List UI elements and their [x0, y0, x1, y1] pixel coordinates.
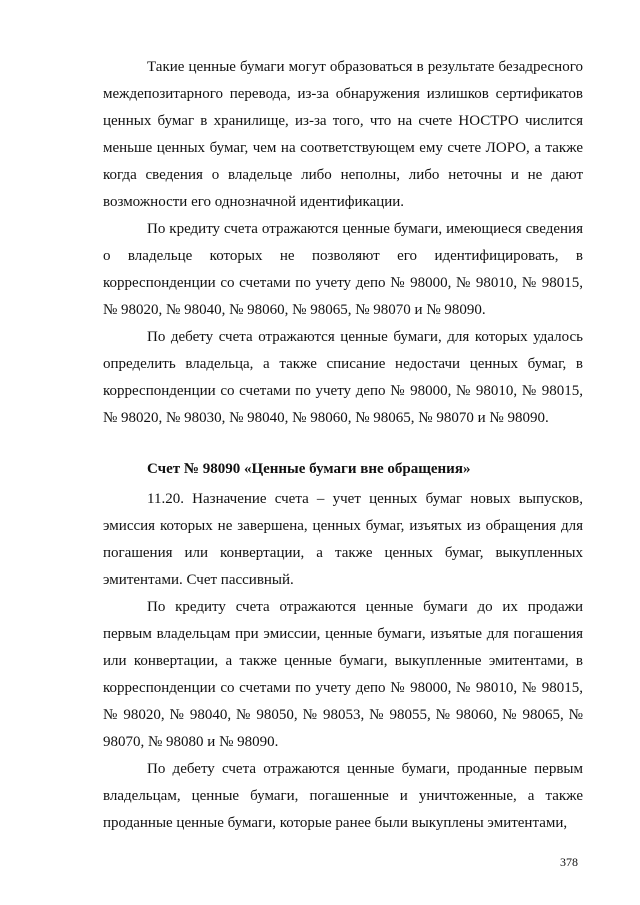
- paragraph: По дебету счета отражаются ценные бумаги, проданные первым владельцам, ценные бумаги, погашенные и уничтоженные, а также проданные ценные бумаги, которые ранее были выкуплены эмитентами,: [103, 761, 583, 831]
- paragraph: По кредиту счета отражаются ценные бумаги, имеющиеся сведения о владельце которых не позволяют его идентифицировать, в корреспонденции со счетами по учету депо № 98000, № 98010, № 98015, № 98020, № 98040, № 98060, № 98065, № 98070 и № 98090.: [103, 221, 583, 318]
- text-block-upper: [103, 54, 583, 432]
- paragraph: По дебету счета отражаются ценные бумаги, для которых удалось определить владельца, а также списание недостачи ценных бумаг, в корреспонденции со счетами по учету депо № 98000, № 98010, № 98015, № 98020, № 98030, № 98040, № 98060, № 98065, № 98070 и № 98090.: [103, 329, 583, 426]
- text-block-lower: [103, 486, 583, 837]
- page-number: 378: [560, 855, 578, 869]
- section-heading: Счет № 98090 «Ценные бумаги вне обращения»: [147, 461, 471, 477]
- paragraph: Такие ценные бумаги могут образоваться в результате безадресного междепозитарного перевода, из-за обнаружения излишков сертификатов ценных бумаг в хранилище, из-за того, что на счете НОСТРО числится меньше ценных бумаг, чем на соответствующем ему счете ЛОРО, а также когда сведения о владельце либо неполны, либо неточны и не дают возможности его однозначной идентификации.: [103, 59, 583, 210]
- paragraph: По кредиту счета отражаются ценные бумаги до их продажи первым владельцам при эмиссии, ценные бумаги, изъятые для погашения или конвертации, а также ценные бумаги, выкупленные эмитентами, в корреспонденции со счетами по учету депо № 98000, № 98010, № 98015, № 98020, № 98040, № 98050, № 98053, № 98055, № 98060, № 98065, № 98070, № 98080 и № 98090.: [103, 599, 583, 750]
- paragraph: 11.20. Назначение счета – учет ценных бумаг новых выпусков, эмиссия которых не завершена, ценных бумаг, изъятых из обращения для погашения или конвертации, а также ценных бумаг, выкупленных эмитентами. Счет пассивный.: [103, 491, 583, 588]
